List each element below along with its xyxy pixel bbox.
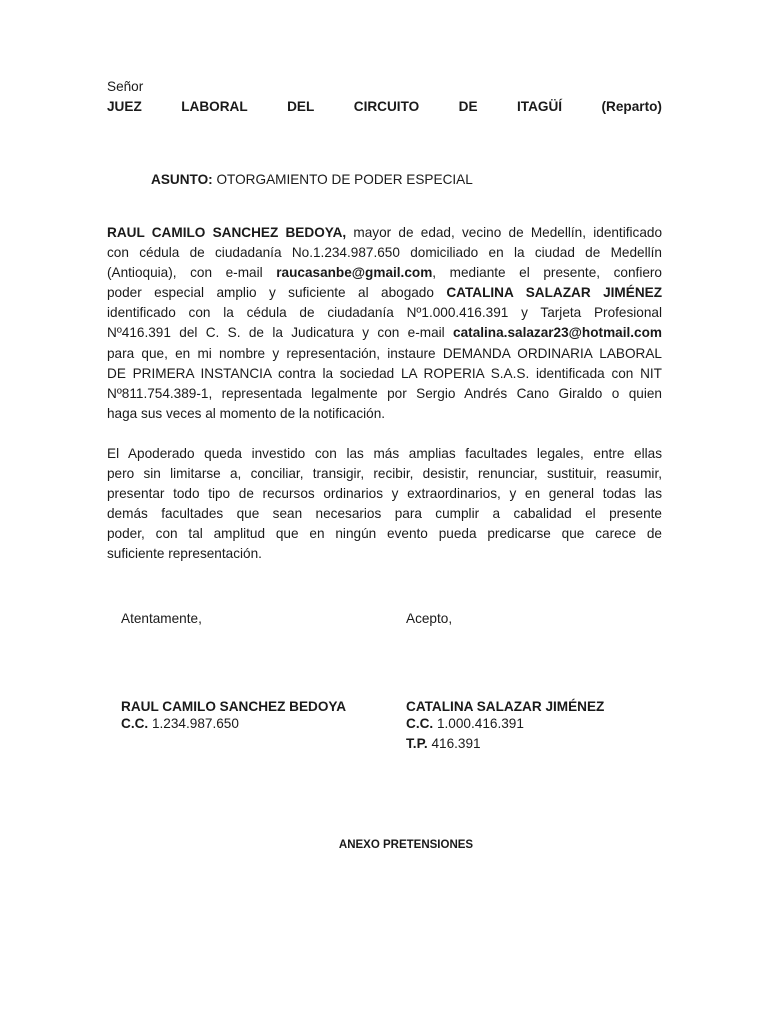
addressee-word: DEL: [287, 99, 315, 114]
closing-attorney: Acepto,: [406, 611, 453, 626]
line-text: mayor de edad, vecino de Medellín, identificado: [353, 225, 663, 240]
attorney-id-line: [406, 714, 524, 734]
attorney-name: CATALINA SALAZAR JIMÉNEZ: [446, 285, 663, 301]
paragraph-line: suficiente representación.: [107, 546, 262, 562]
cc-label: C.C.: [406, 716, 434, 731]
addressee-word: LABORAL: [181, 99, 248, 114]
closing-grantor: Atentamente,: [121, 611, 202, 626]
salutation: Señor: [107, 79, 144, 94]
grantor-name: RAUL CAMILO SANCHEZ BEDOYA,: [107, 225, 347, 240]
paragraph-line: con cédula de ciudadanía No.1.234.987.650 domiciliado en la ciudad de Medellín: [107, 245, 662, 261]
paragraph-line: haga sus veces al momento de la notificación.: [107, 405, 386, 421]
paragraph-line: Nº811.754.389-1, representada legalmente por Sergio Andrés Cano Giraldo o quien: [107, 385, 662, 401]
attorney-email: catalina.salazar23@hotmail.com: [453, 325, 662, 341]
cc-value: 1.000.416.391: [436, 716, 524, 731]
addressee-word: CIRCUITO: [353, 99, 420, 114]
paragraph-line: poder, con tal amplitud que en ningún evento pueda predicarse que carece de: [107, 526, 662, 542]
line-text: (Antioquia), con e-mail: [107, 265, 263, 281]
cc-label: C.C.: [121, 716, 149, 731]
subject-line: [151, 170, 473, 190]
addressee-word: (Reparto): [601, 99, 662, 114]
paragraph-line: identificado con la cédula de ciudadanía Nº1.000.416.391 y Tarjeta Profesional: [107, 305, 662, 321]
attorney-signature-name: CATALINA SALAZAR JIMÉNEZ: [406, 699, 605, 714]
grantor-id-line: [121, 714, 239, 734]
cc-value: 1.234.987.650: [151, 716, 239, 731]
grantor-email: raucasanbe@gmail.com: [276, 265, 433, 281]
line-text: , mediante el presente, confiero: [432, 265, 662, 281]
faculties-paragraph: [107, 444, 662, 565]
paragraph-line: [107, 323, 662, 343]
addressee-line: [107, 97, 662, 117]
paragraph-line: El Apoderado queda investido con las más amplias facultades legales, entre ellas: [107, 446, 662, 461]
paragraph-line: [107, 223, 662, 243]
paragraph-line: DE PRIMERA INSTANCIA contra la sociedad LA ROPERIA S.A.S. identificada con NIT: [107, 365, 662, 381]
attorney-tp-line: [406, 734, 481, 754]
tp-label: T.P.: [406, 736, 428, 751]
addressee-word: ITAGÜÍ: [517, 99, 563, 114]
paragraph-line: [107, 263, 662, 283]
paragraph-line: presentar todo tipo de recursos ordinarios y extraordinarios, y en general todas las: [107, 486, 662, 502]
line-text: poder especial amplio y suficiente al abogado: [107, 285, 434, 301]
tp-value: 416.391: [431, 736, 481, 751]
subject-label: ASUNTO:: [151, 172, 213, 187]
addressee-word: JUEZ: [107, 99, 142, 114]
subject-text: OTORGAMIENTO DE PODER ESPECIAL: [216, 172, 473, 187]
line-text: Nº416.391 del C. S. de la Judicatura y con e-mail: [107, 325, 445, 341]
paragraph-line: [107, 283, 662, 303]
paragraph-line: para que, en mi nombre y representación, instaure DEMANDA ORDINARIA LABORAL: [107, 345, 662, 361]
grantor-signature-name: RAUL CAMILO SANCHEZ BEDOYA: [121, 699, 347, 714]
paragraph-line: demás facultades que sean necesarios para cumplir a cabalidad el presente: [107, 506, 662, 522]
power-of-attorney-paragraph: [107, 223, 662, 424]
addressee-word: DE: [458, 99, 478, 114]
paragraph-line: pero sin limitarse a, conciliar, transigir, recibir, desistir, renunciar, sustituir, reasumir,: [107, 466, 662, 482]
annex-title: ANEXO PRETENSIONES: [338, 839, 474, 851]
